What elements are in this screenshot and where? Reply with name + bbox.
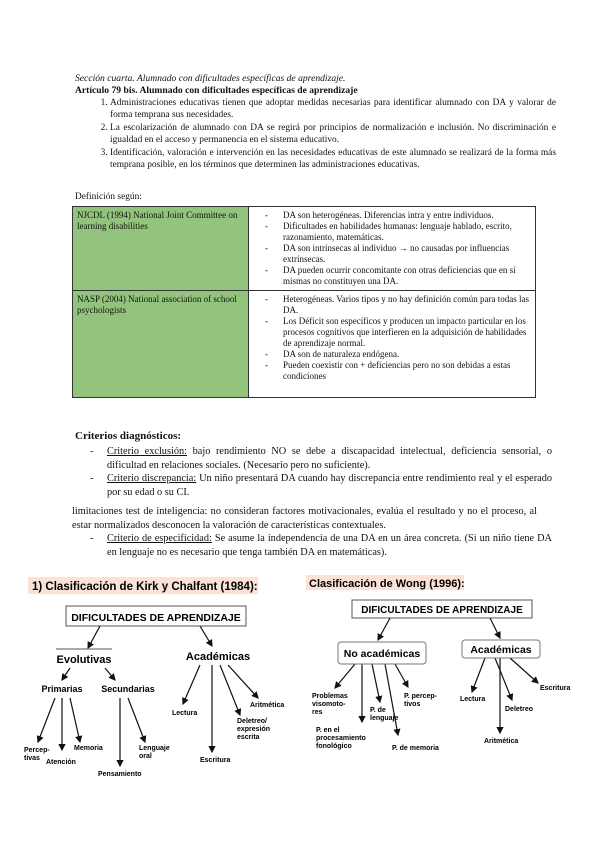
kirk-leaf-lectura: Lectura xyxy=(172,710,198,717)
kirk-evolutivas: Evolutivas xyxy=(56,654,112,666)
kirk-leaf-pensamiento: Pensamiento xyxy=(98,771,142,778)
kirk-root-label: DIFICULTADES DE APRENDIZAJE xyxy=(71,612,241,624)
wong-leaf-lectura: Lectura xyxy=(460,696,486,703)
wong-leaf-escritura: Escritura xyxy=(540,685,571,692)
criterion-text: Se asume la independencia de una DA en un área concreta. (Si un niño tiene DA en lenguaje no es necesario que tenga también DA en matemáticas). xyxy=(107,533,552,558)
criteria-heading: Criterios diagnósticos: xyxy=(75,430,182,442)
section-title: Sección cuarta. Alumnado con dificultades específicas de aprendizaje. xyxy=(75,73,346,84)
wong-leaf-aritmetica: Aritmética xyxy=(484,738,519,745)
criteria-list-2 xyxy=(90,532,552,559)
wong-connectors xyxy=(335,618,538,735)
criterion-item xyxy=(107,532,552,559)
kirk-secundarias: Secundarias xyxy=(101,684,155,694)
kirk-primarias: Primarias xyxy=(41,684,83,694)
definition-point: - Dificultades en habilidades humanas: lenguaje hablado, escrito, razonamiento, matemáticas. xyxy=(283,221,531,243)
criterion-item xyxy=(107,472,552,499)
definition-point: - DA pueden ocurrir concomitante con otras deficiencias que en sí mismas no constituyen una DA. xyxy=(283,265,531,287)
definition-point: - DA son de naturaleza endógena. xyxy=(283,349,531,360)
criterion-text: bajo rendimiento NO se debe a discapacidad intelectual, deficiencia sensorial, o dificultad en relaciones sociales. (Necesario pero no suficiente). xyxy=(107,446,552,471)
kirk-leaf-escritura: Escritura xyxy=(200,757,231,764)
criteria-list xyxy=(90,445,552,499)
definition-row xyxy=(73,291,536,398)
criterion-label: Criterio exclusión: xyxy=(107,446,187,457)
limitations-text: limitaciones test de inteligencia: no consideran factores motivacionales, evalúa el resultado y no el proceso, al estar normalizados desconocen la valoración de características contextuales. xyxy=(72,506,537,531)
wong-leaf-problemas: Problemas visomoto- res xyxy=(312,693,348,716)
kirk-heading: 1) Clasificación de Kirk y Chalfant (1984): xyxy=(32,581,258,593)
definition-org: NASP (2004) National association of school psychologists xyxy=(73,291,249,398)
wong-leaf-proceso: P. en el procesamiento fonológico xyxy=(316,727,366,750)
criterion-label: Criterio discrepancia: xyxy=(107,473,197,484)
wong-academicas: Académicas xyxy=(470,644,532,656)
kirk-chalfant-diagram xyxy=(0,570,300,840)
wong-no-academicas: No académicas xyxy=(343,648,421,660)
definition-point: - Pueden coexistir con + deficiencias pero no son debidas a estas condiciones xyxy=(283,360,531,382)
wong-root-label: DIFICULTADES DE APRENDIZAJE xyxy=(361,605,523,616)
definition-point: - DA son heterogéneas. Diferencias intra y entre individuos. xyxy=(283,210,531,221)
kirk-leaf-memoria: Memoria xyxy=(74,745,103,752)
kirk-leaf-atencion: Atención xyxy=(46,759,76,766)
wong-heading: Clasificación de Wong (1996): xyxy=(309,578,465,590)
kirk-leaf-percepciones: Percep- tivas xyxy=(24,747,50,762)
criterion-text: Un niño presentará DA cuando hay discrepancia entre rendimiento real y el esperado por su edad o su CI. xyxy=(107,473,552,498)
article-item: 3. Identificación, valoración e intervención en las necesidades educativas de este alumnado se realizará de la forma más temprana posible, en los términos que determinen las administraciones educativas. xyxy=(110,147,556,171)
definition-points xyxy=(249,207,536,291)
criterion-item xyxy=(107,445,552,472)
kirk-leaf-deletreo: Deletreo/ expresión escrita xyxy=(237,718,271,741)
definition-points xyxy=(249,291,536,398)
article-item: 2. La escolarización de alumnado con DA se regirá por principios de normalización e inclusión. No discriminación e igualdad en el acceso y permanencia en el sistema educativo. xyxy=(110,122,556,146)
article-item: 1. Administraciones educativas tienen que adoptar medidas necesarias para identificar alumnado con DA y valorar de forma temprana sus necesidades. xyxy=(110,97,556,121)
article-list xyxy=(88,97,556,172)
wong-leaf-lenguaje: P. de lenguaje xyxy=(370,707,399,722)
kirk-leaf-aritmetica: Aritmética xyxy=(250,702,285,709)
kirk-leaf-lenguaje: Lenguaje oral xyxy=(139,745,170,760)
criterion-label: Criterio de especificidad: xyxy=(107,533,212,544)
wong-leaf-memoria: P. de memoria xyxy=(392,745,439,752)
definition-label: Definición según: xyxy=(75,192,142,202)
definitions-table xyxy=(72,206,536,398)
definition-point: - DA son intrínsecas al individuo → no causadas por influencias extrínsecas. xyxy=(283,243,531,265)
definition-org: NJCDL (1994) National Joint Committee on learning disabilities xyxy=(73,207,249,291)
article-title: Artículo 79 bis. Alumnado con dificultades específicas de aprendizaje xyxy=(75,85,358,96)
definition-point: - Heterogéneas. Varios tipos y no hay definición común para todas las DA. xyxy=(283,294,531,316)
wong-diagram xyxy=(300,570,600,840)
definition-point: - Los Déficit son específicos y producen un impacto particular en los procesos cognitivos que interfieren en la adquisición de habilidades de aprendizaje normal. xyxy=(283,316,531,349)
definition-row xyxy=(73,207,536,291)
kirk-academicas: Académicas xyxy=(185,651,251,663)
wong-leaf-percepciones: P. percep- tivos xyxy=(404,693,437,708)
wong-leaf-deletreo: Deletreo xyxy=(505,706,534,713)
